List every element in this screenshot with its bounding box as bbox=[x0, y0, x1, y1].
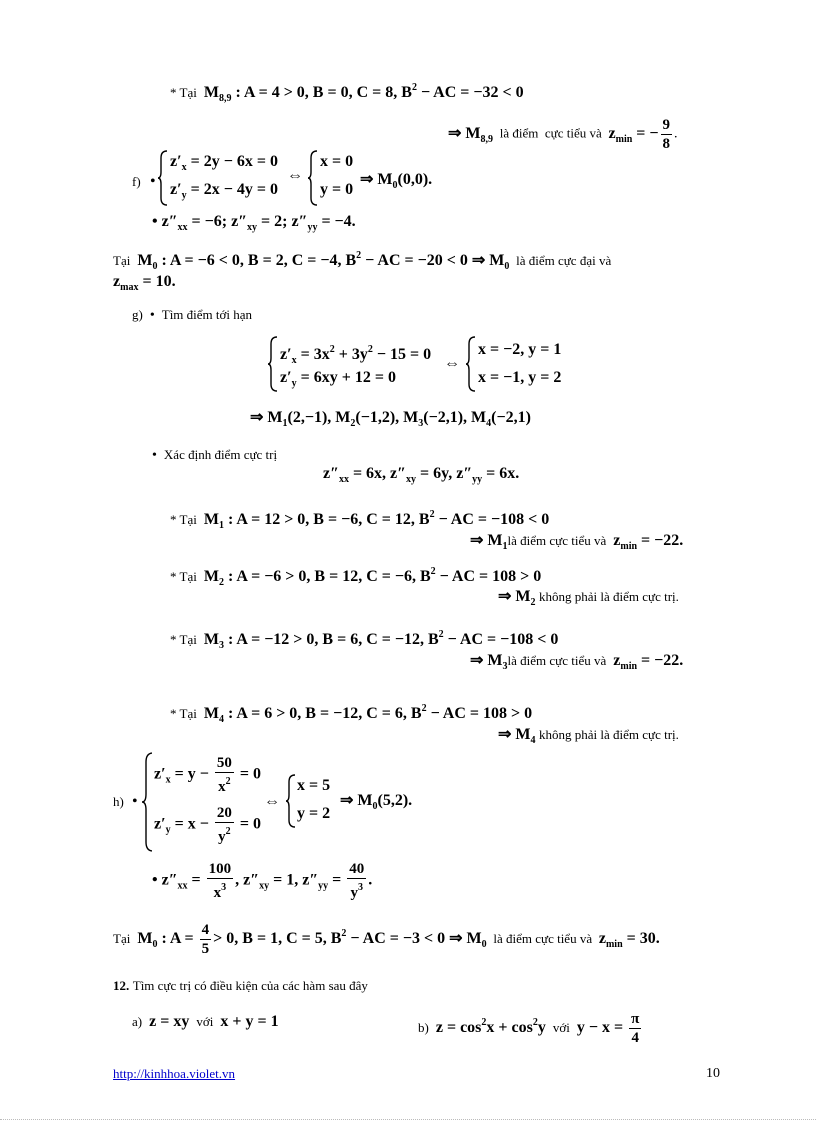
eq-h-zy: $z'_y = x$ − $\frac{20}{y^2}$ = 0 bbox=[154, 805, 261, 845]
eq-g-second-derivs: $z''_{xx} = 6x$, $z''_{xy} = 6y$, $z''_{yy} = 6x$. bbox=[323, 465, 520, 485]
line-f-conclusion bbox=[113, 246, 611, 277]
bullet: • bbox=[132, 793, 138, 810]
iff: ⇔ bbox=[444, 355, 460, 372]
brace-g-system bbox=[268, 336, 278, 392]
bullet: • bbox=[152, 448, 157, 463]
label-tai: * Tại bbox=[170, 512, 197, 527]
eq-g-zx: $z'_x = 3x^2 + 3y^2 - 15 = 0$ bbox=[280, 344, 432, 366]
eq-g-points: ⇒ $M_1(2,-1)$, $M_2(-1,2)$, $M_3(-2,1)$, $M_4(-2,1)$ bbox=[250, 409, 531, 429]
math-m89-condition: $M_{8,9}$ : A = 4 > 0, B = 0, C = 8, $B^2$ − AC = −32 < 0 bbox=[203, 82, 524, 104]
label-tai: * Tại bbox=[170, 632, 197, 647]
iff: ⇔ bbox=[287, 167, 303, 184]
line-m1-result bbox=[470, 531, 683, 557]
math-12b-cond: y − x = $\frac{\pi}{4}$ bbox=[576, 1010, 640, 1046]
line-m89-result: ⇒ $M_{8,9}$ là điểm cực tiểu và $z_{min}$ = − $\frac{9}{8}$ . bbox=[448, 117, 678, 152]
eq-h-zx: $z'_x = y$ − $\frac{50}{x^2}$ = 0 bbox=[154, 755, 261, 795]
line-m3-result bbox=[470, 651, 683, 677]
eq-f-zy: $z'_y = 2x - 4y = 0$ bbox=[170, 181, 278, 201]
label-tai: * Tại bbox=[170, 706, 197, 721]
text-m1: là điểm cực tiểu và bbox=[507, 533, 607, 548]
footer-link[interactable]: http://kinhhoa.violet.vn bbox=[113, 1066, 236, 1081]
math-m1-cond: $M_1$ : A = 12 > 0, B = −6, C = 12, $B^2$ − AC = −108 < 0 bbox=[203, 509, 550, 531]
text-xac-dinh: Xác định điểm cực trị bbox=[163, 447, 278, 462]
math-m2-cond: $M_2$ : A = −6 > 0, B = 12, C = −6, $B^2$ − AC = 108 > 0 bbox=[203, 566, 542, 588]
math-zmax: $z_{max} = 10$. bbox=[113, 273, 176, 293]
label-h: h) bbox=[113, 794, 124, 809]
label-a: a) bbox=[132, 1014, 143, 1029]
label-g: g) bbox=[132, 307, 143, 322]
math-m4-cond: $M_4$ : A = 6 > 0, B = −12, C = 6, $B^2$ − AC = 108 > 0 bbox=[203, 703, 533, 725]
eq-f-m0: ⇒ $M_0(0,0)$. bbox=[360, 171, 433, 191]
math-12b: $z = \cos^2x + \cos^2y$ bbox=[435, 1017, 546, 1036]
page-number: 10 bbox=[706, 1066, 720, 1081]
eq-f-second-derivs: • $z''_{xx} = -6$; $z''_{xy} = 2$; $z''_{yy} = -4$. bbox=[152, 213, 356, 233]
line-h-conclusion bbox=[113, 914, 660, 965]
brace-h-system bbox=[142, 752, 152, 852]
text-m2: không phải là điểm cực trị. bbox=[539, 589, 679, 604]
math-12a: z = xy bbox=[149, 1013, 190, 1030]
text-m4: không phải là điểm cực trị. bbox=[539, 727, 679, 742]
eq-f-y0: y = 0 bbox=[320, 181, 354, 198]
math-implies: ⇒ $M_{8,9}$ bbox=[448, 124, 494, 145]
problem-text: Tìm cực trị có điều kiện của các hàm sau đây bbox=[132, 978, 368, 993]
line-g-header bbox=[132, 305, 252, 326]
label-tai: Tại bbox=[113, 253, 131, 268]
math-implies: ⇒ $M_1$ bbox=[470, 532, 508, 552]
iff: ⇔ bbox=[264, 793, 280, 810]
label-tai: Tại bbox=[113, 931, 131, 946]
text-tim-diem-toi-han: Tìm điểm tới hạn bbox=[161, 307, 253, 322]
eq-g-zy: $z'_y = 6xy + 12 = 0$ bbox=[280, 369, 396, 389]
text-voi: với bbox=[552, 1020, 570, 1035]
problem-number: 12. bbox=[113, 978, 130, 993]
label-tai: * Tại bbox=[170, 85, 197, 100]
eq-f-zx: $z'_x = 2y - 6x = 0$ bbox=[170, 153, 278, 173]
label-b: b) bbox=[418, 1020, 429, 1035]
math-implies: ⇒ $M_3$ bbox=[470, 652, 508, 672]
bullet: • bbox=[150, 173, 156, 190]
eq-g-sol1: x = −2, y = 1 bbox=[478, 341, 562, 358]
bullet: • bbox=[149, 308, 155, 323]
eq-h-m0: ⇒ $M_0(5,2)$. bbox=[340, 792, 413, 812]
line-g-xac-dinh bbox=[152, 445, 277, 466]
math-implies: ⇒ $M_4$ bbox=[498, 726, 536, 746]
math-12a-cond: x + y = 1 bbox=[220, 1013, 279, 1030]
text-m3: là điểm cực tiểu và bbox=[507, 653, 607, 668]
brace-f-solution bbox=[308, 150, 318, 206]
math-zmin: $z_{min}$ = − bbox=[608, 124, 659, 145]
eq-g-sol2: x = −1, y = 2 bbox=[478, 369, 562, 386]
line-m4-condition bbox=[170, 699, 532, 730]
math-implies: ⇒ $M_2$ bbox=[498, 588, 536, 608]
math-h-z: $z_{min} = 30$. bbox=[598, 930, 660, 950]
eq-h-second-derivs: • $z''_{xx}$ = $\frac{100}{x^3}$ , $z''_{xy} = 1$, $z''_{yy}$ = $\frac{40}{y^3}$ . bbox=[152, 861, 373, 901]
line-m2-result bbox=[498, 587, 679, 613]
math-f-cond: $M_0$ : A = −6 < 0, B = 2, C = −4, $B^2$ − AC = −20 < 0 ⇒ $M_0$ bbox=[137, 250, 510, 272]
line-problem-12 bbox=[113, 976, 368, 997]
line-m89-condition bbox=[170, 78, 524, 109]
math-m3-z: $z_{min} = -22$. bbox=[613, 652, 684, 672]
brace-f-system bbox=[158, 150, 168, 206]
text-voi: với bbox=[196, 1014, 214, 1029]
math-m1-z: $z_{min} = -22$. bbox=[613, 532, 684, 552]
eq-f-x0: x = 0 bbox=[320, 153, 354, 170]
eq-h-x: x = 5 bbox=[297, 777, 331, 794]
brace-g-solution bbox=[466, 336, 476, 392]
text-h: là điểm cực tiểu và bbox=[490, 931, 596, 946]
line-m2-condition bbox=[170, 562, 541, 593]
label-f: f) bbox=[132, 174, 141, 189]
line-m4-result bbox=[498, 725, 679, 751]
math-m3-cond: $M_3$ : A = −12 > 0, B = 6, C = −12, $B^2$ − AC = −108 < 0 bbox=[203, 629, 559, 651]
text-cuc-dai: là điểm cực đại và bbox=[512, 253, 612, 268]
eq-h-y: y = 2 bbox=[297, 805, 331, 822]
math-h-cond: $M_0$ : A = $\frac{4}{5}$ > 0, B = 1, C = 5, $B^2$ − AC = −3 < 0 ⇒ $M_0$ bbox=[137, 921, 487, 957]
label-tai: * Tại bbox=[170, 569, 197, 584]
brace-h-solution bbox=[286, 774, 296, 828]
line-problem-12a bbox=[132, 1012, 279, 1033]
line-problem-12b bbox=[418, 1008, 643, 1047]
page-divider bbox=[0, 1119, 816, 1120]
frac-9-8: $\frac{9}{8}$ bbox=[662, 117, 671, 152]
text-cuc-tieu: là điểm cực tiểu và bbox=[496, 125, 605, 141]
